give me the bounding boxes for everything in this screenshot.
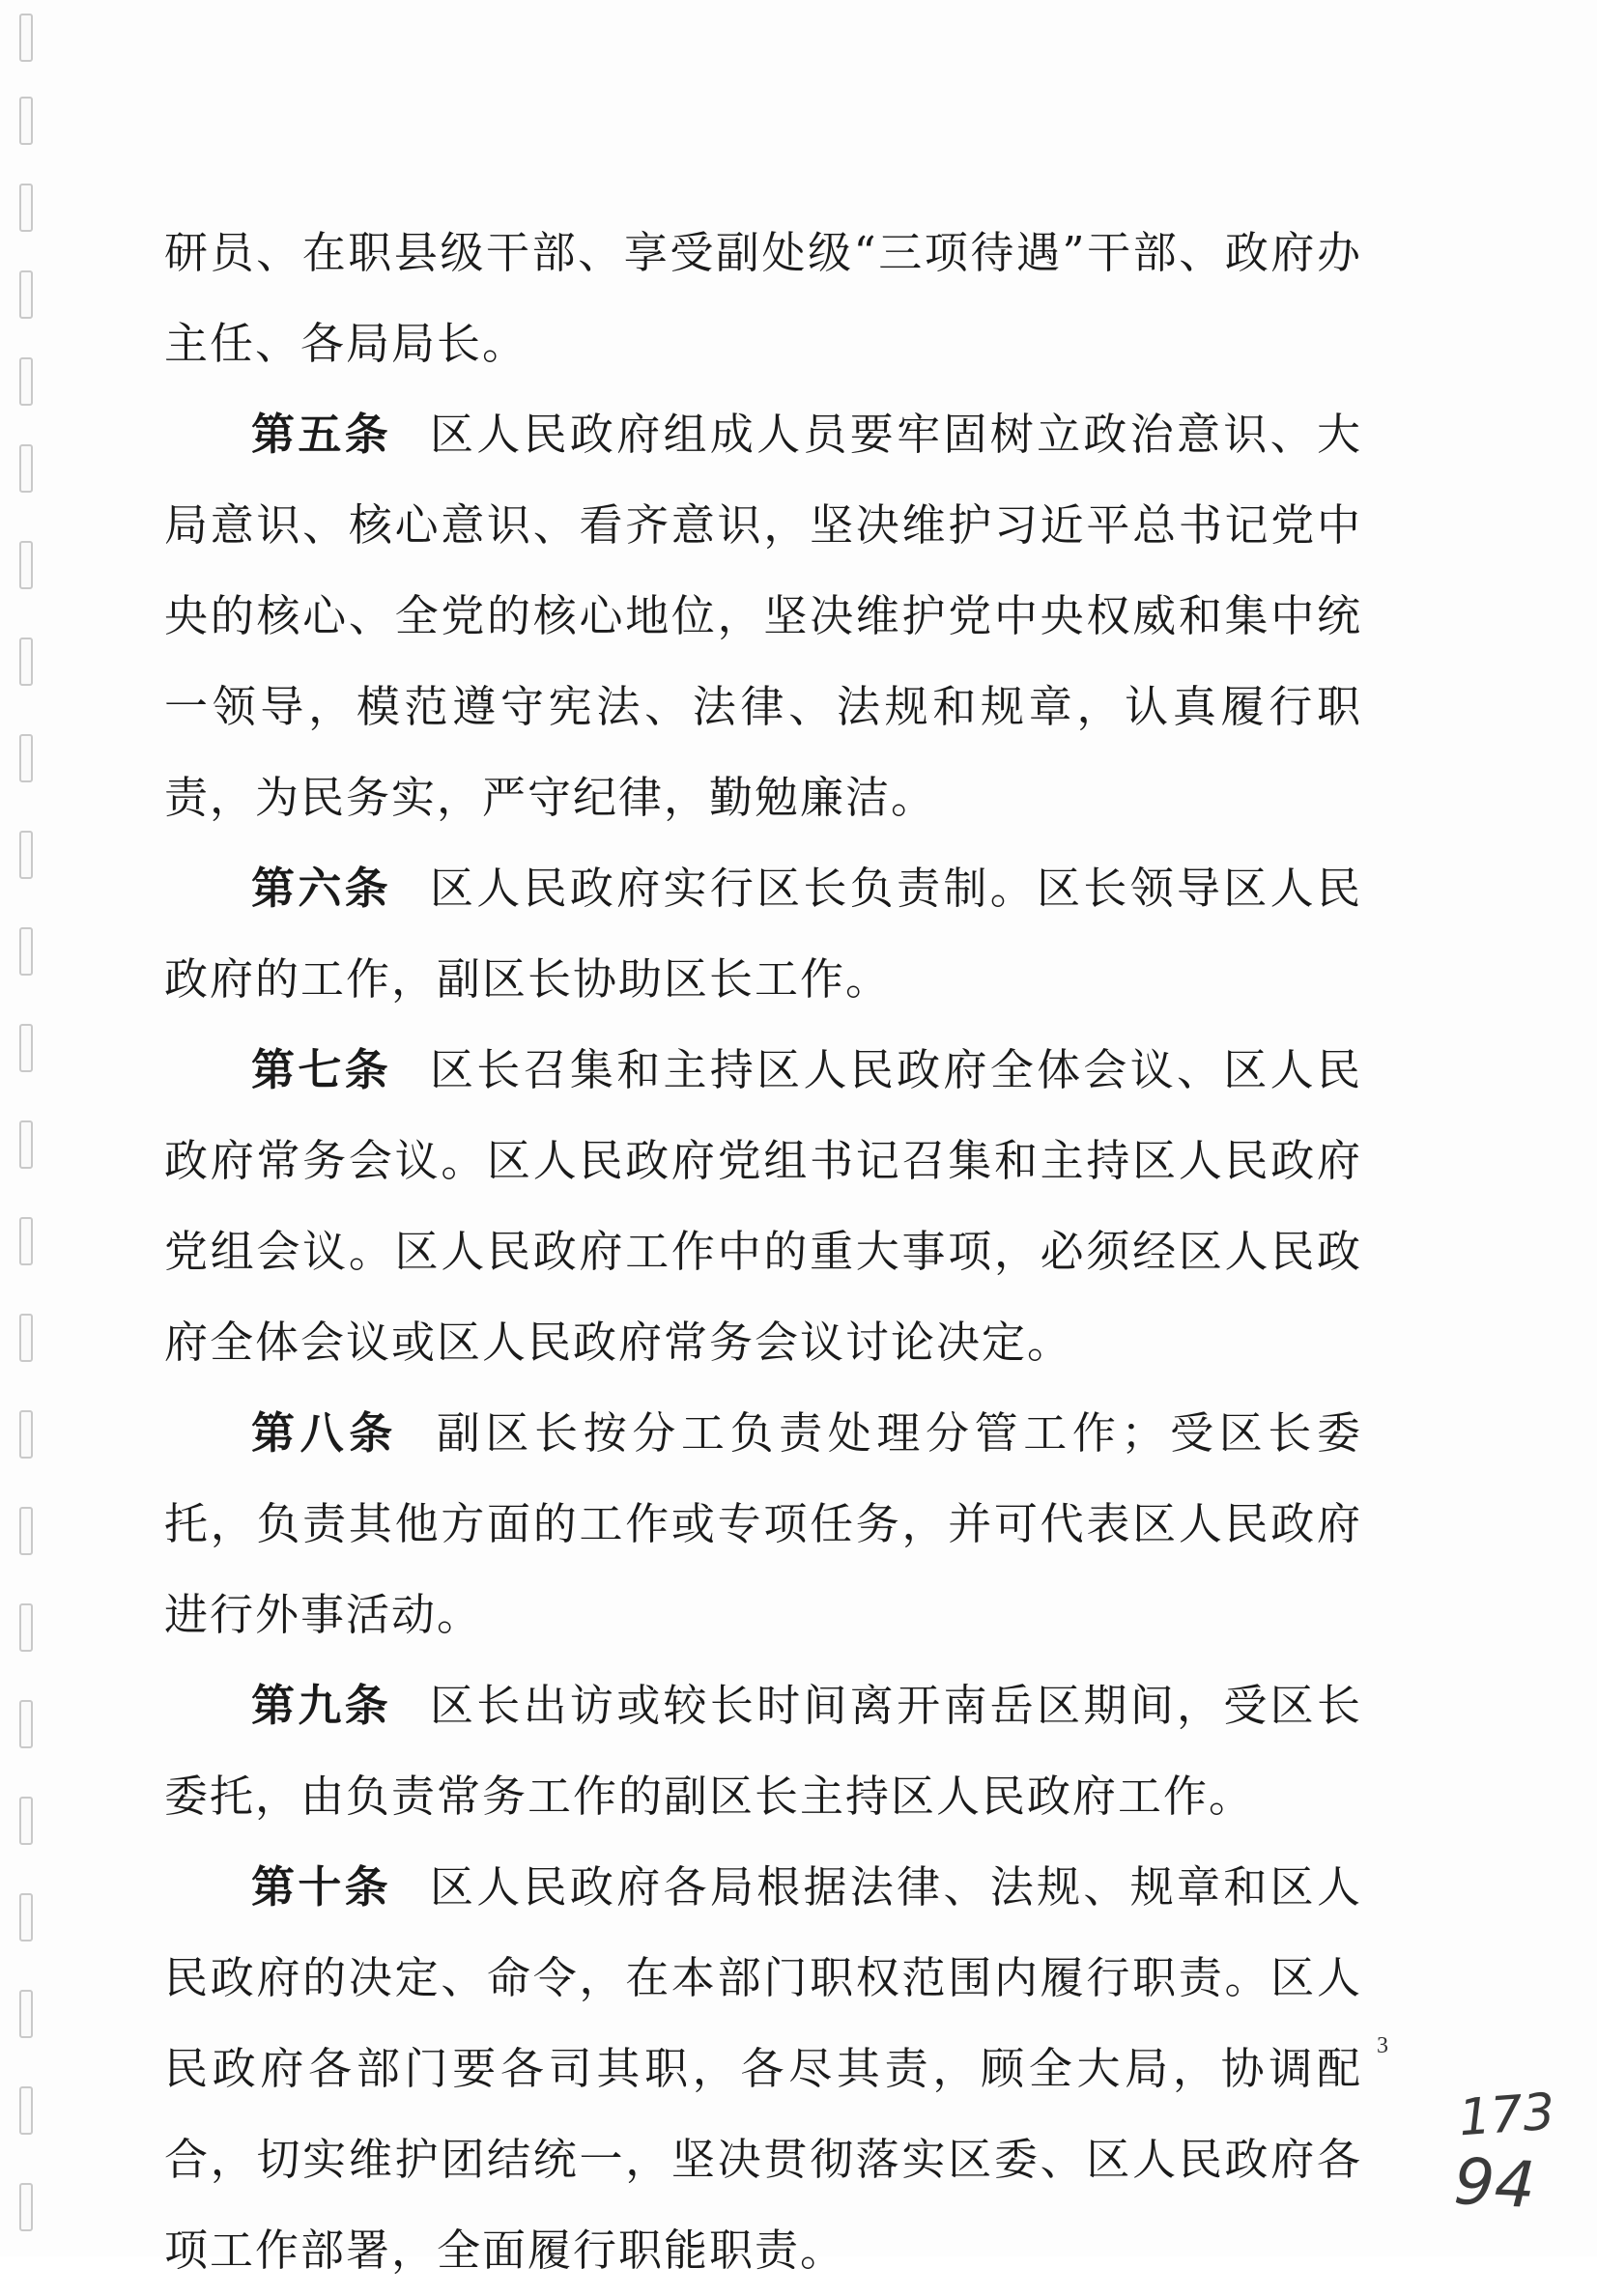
binding-hole [19,1217,33,1265]
article-text: 区人民政府实行区长负责制。区长领导区人民政府的工作，副区长协助区长工作。 [164,863,1362,1005]
binding-hole [19,1120,33,1169]
binding-hole [19,357,33,406]
binding-hole [19,1314,33,1362]
binding-hole [19,14,33,62]
binding-hole [19,927,33,976]
article-text: 区人民政府组成人员要牢固树立政治意识、大局意识、核心意识、看齐意识，坚决维护习近平总书记党中央的核心、全党的核心地位，坚决维护党中央权威和集中统一领导，模范遵守宪法、法律、法规和规章，认真履行职责，为民务实，严守纪律，勤勉廉洁。 [164,409,1362,823]
binding-hole [19,184,33,232]
binding-hole [19,1603,33,1652]
binding-hole [19,1797,33,1845]
binding-hole [19,1507,33,1555]
article-text: 区长出访或较长时间离开南岳区期间，受区长委托，由负责常务工作的副区长主持区人民政府工作。 [164,1680,1362,1822]
binding-hole [19,97,33,145]
article-text: 副区长按分工负责处理分管工作；受区长委托，负责其他方面的工作或专项任务，并可代表区人民政府进行外事活动。 [164,1407,1362,1640]
binding-hole [19,2086,33,2135]
document-body [164,208,1362,2296]
binding-hole [19,2183,33,2231]
article-number: 第十条 [251,1861,391,1913]
binding-hole [19,1410,33,1459]
article-number: 第七条 [251,1044,391,1095]
article-text: 区长召集和主持区人民政府全体会议、区人民政府常务会议。区人民政府党组书记召集和主持区人民政府党组会议。区人民政府工作中的重大事项，必须经区人民政府全体会议或区人民政府常务会议讨论决定。 [164,1044,1362,1368]
binding-hole [19,270,33,319]
handwritten-number-bottom: 94 [1452,2143,1537,2224]
article-7 [164,1025,1362,1388]
intro-paragraph: 研员、在职县级干部、享受副处级“三项待遇”干部、政府办主任、各局局长。 [164,227,1362,369]
binding-hole [19,1893,33,1942]
binding-holes [12,0,41,2256]
article-8 [164,1388,1362,1660]
binding-hole [19,541,33,589]
article-number: 第九条 [251,1680,391,1731]
handwritten-annotation [1449,2083,1565,2231]
article-10 [164,1842,1362,2296]
article-number: 第六条 [251,863,391,914]
article-6 [164,843,1362,1025]
binding-hole [19,734,33,782]
binding-hole [19,831,33,879]
binding-hole [19,1024,33,1072]
article-number: 第五条 [251,409,391,460]
binding-hole [19,1700,33,1748]
article-text: 区人民政府各局根据法律、法规、规章和区人民政府的决定、命令，在本部门职权范围内履行职责。区人民政府各部门要各司其职，各尽其责，顾全大局，协调配合，切实维护团结统一，坚决贯彻落实区委、区人民政府各项工作部署，全面履行职能职责。 [164,1861,1362,2276]
binding-hole [19,638,33,686]
article-5 [164,389,1362,843]
article-number: 第八条 [251,1407,398,1459]
article-9 [164,1660,1362,1842]
binding-hole [19,1990,33,2038]
handwritten-number-top: 173 [1457,2083,1557,2148]
binding-hole [19,444,33,493]
page-number: 3 [1377,2033,1388,2058]
